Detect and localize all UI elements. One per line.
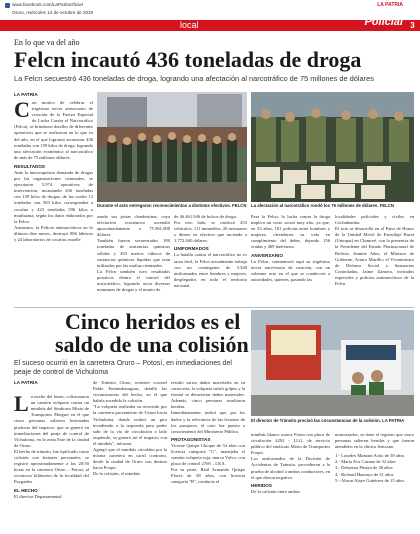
- story1-col4: [251, 214, 330, 306]
- story2-dropcap: L: [14, 391, 29, 417]
- story1-photo-drugs: [251, 92, 414, 202]
- story2-sub-protagonistas: PROTAGONISTAS: [171, 436, 211, 442]
- story2-col4: [251, 432, 330, 534]
- story1-col3-lead: de 46.461.946 de bolsos de droga. Por otro lado, se confiscó 453 vehículos, 111 inmuebles, 20 aeronaves y dinero en efectivo que asciende a 1.772.940 dólares.: [174, 214, 247, 244]
- story2-photo-caption: El director de Tránsito precisó las circunstancias de la colisión. LA PATRIA: [251, 418, 405, 423]
- story1-col3: [174, 214, 247, 306]
- injured-list: [335, 453, 414, 483]
- story1-sub-aniversario: ANIVERSARIO: [251, 252, 283, 258]
- story1-byline: LA PATRIA: [14, 92, 38, 97]
- story2-col3-lead: resultó varios daños materiales en su carrocería, la volqueta sufrió golpes y la frontal se detuvieron daños materiales. Además, cinco personas resultaron heridas. Inmediatamente, indicó que, por los daños y la relevancia de las lesiones de los pasajeros, el caso fue puesto a conocimiento del Ministerio Público.: [171, 380, 245, 434]
- story1-headline: Felcn incautó 436 toneladas de droga: [14, 47, 362, 72]
- brand-top: LA PATRIA: [377, 2, 403, 8]
- story2-col3: [171, 380, 245, 534]
- story1-kicker: En lo que va del año: [14, 38, 80, 47]
- story2-lead-text: a noche del lunes, colisionaron un camión volqueta contra un minibús del Sindicato Mixto de Transportes Ebeguri en el que cinco personas salieron lesionadas producto del impacto; que se generó en inmediaciones del peaje de control de Vichuloma, en la zona Este de la ciudad de Oruro. El hecho de tránsito, fue tipificado como colisión con lesiones personales, se registró aproximadamente a las 20:50 horas en la carretera Oruro – Potosí, al reconocer kilómetro de la localidad del Paygaden: [14, 394, 89, 485]
- story1-sub-uniformados: UNIFORMADOS: [174, 246, 209, 252]
- story2-col4-text: De la colisión entre ambos: [251, 488, 300, 494]
- story1-col1-text: Ante la inescrupulosa demanda de drogas por las organizaciones criminales, se ejecutaron 5.974 operativos de intervención, incautando 436 toneladas con 159 kilos de drogas, de las cuales 12 toneladas con 563 kilos corresponden a cocaína y 423 toneladas 596 kilos a marihuana, según los datos elaborados por la Felcn. Asimismo, la Policía antinarcóticos en lo últimos diez meses, destruyó 806 fábricas y 24 laboratorios de cocaína, muelle: [14, 169, 93, 242]
- story1-col5-text: localidades policiales y civiles en Cochabamba. El acto se desarrolló en el Patio de Honor de la Unidad Móvil de Patrullaje Rural (Umopar) en Chimoré, con la presencia de la Presidente del Estado Plurinacional de Bolivia, Jeanine Añez, el Ministro de Gobierno, Arturo Murillo; el Viceministro de Defensa Social y Sustancias Controladas, Jaime Zamora, invitados especiales y policías antinarcóticos de la Felcn.: [335, 214, 414, 287]
- story2-col3-text: Vicente Quispe Choque de 54 años con licencia categoría "C", manejaba el camión volqueta roja, marca Volvo, con placa de control 2769 – LKA. Por su parte, Raúl Armando Quispe Flores de 38 años, con licencia categoría "B", conducía el: [171, 442, 245, 485]
- story1-col4-lead: Para la Felcn, la lucha contra la droga implica un costo social muy alto, ya que, en 33 años, 181 policías entre hombres y mujeres, ofrendaron su vida en cumplimiento del deber, dejando 156 viudas y 469 huérfanos.: [251, 214, 330, 250]
- story1-deck: La Felcn secuestró 436 toneladas de droga, logrando una afectación al narcotráfico de 75 millones de dólares: [14, 74, 374, 83]
- story1-photo-ceremony: [97, 92, 247, 202]
- story1-photo1-caption: Durante el acto entregaron reconocimientos a distintos efectivos. FELCN: [97, 203, 247, 208]
- story1-lead-text: on motivo de celebrar el trigésimo tercer aniversario de creación de la Fuerza Especial de Lucha Contra el Narcotráfico (Felcn), se brindaron detalles de diferentes operativos que se realizaron en lo que va del año, en el que lograron secuestrar 436 toneladas con 159 kilos de droga, logrando una afectación económica al narcotráfico de más de 75 millones dólares.: [14, 100, 93, 160]
- story1-col3-text: La batalla contra el narcotráfico no es tarea fácil, la Felcn actualmente trabaja con un contingente de 3.340 uniformados entre hombres y mujeres, desplegados en todo el territorio nacional.: [174, 252, 247, 288]
- story1-sub-resultados: RESULTADOS: [14, 163, 45, 169]
- story2-sub-hecho: EL HECHO: [14, 487, 38, 493]
- dateline: Oruro, miércoles 14 de octubre de 2020: [12, 10, 94, 15]
- story2-byline: LA PATRIA: [14, 380, 38, 385]
- list-item: 5.- Alison Alaye Gutiérrez de 15 años: [335, 477, 405, 483]
- story2-headline-1: Cinco heridos es el: [65, 309, 241, 334]
- story1-dropcap: C: [14, 97, 30, 122]
- page-number: 3: [410, 21, 415, 30]
- facebook-icon: [5, 3, 10, 8]
- story2-deck: El suceso ocurrió en la carretera Oruro – Potosí, en inmediaciones del peaje de control de Vichuloma: [14, 360, 232, 376]
- story1-photo2-caption: La afectación al narcotráfico rondó los 75 millones de dólares. FELCN: [251, 203, 395, 208]
- section-label: local: [180, 20, 199, 30]
- story1-col1: [14, 92, 93, 242]
- list-item: 2.- María Eva Cazuaz de 32 años: [335, 459, 396, 465]
- story2-photo-officer: [251, 310, 414, 416]
- story2-lead: [14, 388, 89, 486]
- story2-col5-lead: motorizados, se tiene el registro que cinco personas salieron heridas y que fueron atendidos en la clínica Jenicano.: [335, 432, 414, 450]
- story2-headline-2: saldo de una colisión: [55, 332, 249, 357]
- list-item: 1.- Lourdes Mamani Acho de 39 años: [335, 453, 405, 459]
- page-header: [0, 0, 420, 38]
- list-item: 3.- Debymar Pinaya de 26 años: [335, 465, 393, 471]
- brand-block: [345, 2, 403, 32]
- ceremony-photo-image: [97, 92, 247, 202]
- story1-col4-text: La Felcn, conmemoró aquí su trigésimo tercer aniversario de creación, con un solemne acto en el que se condecoró a autoridades, quienes, pasando las: [251, 258, 330, 282]
- story2-col4-lead: minibús blanco marca Foton con placa de circulación 4292 - LLG, de servicio público del sindicato Mixto de Transportes Poopó. Los uniformados de la División de Accidentes de Tránsito, procedieron a la prueba de alcohol a ambos conductores, en el que dieron negativo.: [251, 432, 330, 480]
- story1-lead: [14, 97, 93, 161]
- social-line-1: www.facebook.com/LaPatriaOficial: [12, 2, 83, 7]
- story1-col2-text: zando sus pistas clandestinas, cuya afectación económica ascendió aproximadamente a 75.961.000 dólares. También fueron secuestrados 180 toneladas de sustancias químicas sólidas y 493 metros cúbicos de sustancias químicas líquidas que eran utilizadas por las mafias criminales. La Felcn también tuvo resultados positivos dentro el control del microtráfico, logrando secar diversas manzanas de drogas y el monto de: [97, 214, 170, 293]
- brand-section: Policial: [364, 16, 403, 28]
- story2-sub-heridos: HERIDOS: [251, 482, 272, 488]
- story2-col5: [335, 432, 414, 534]
- officer-photo-image: [251, 310, 414, 416]
- story2-col1-text: El director Departamental: [14, 493, 62, 499]
- story2-col2-text: de Tránsito Oruro, teniente coronel Pablo Entrambasaguas, detalló las circunstancias del hecho, en el que habría sucedido la colisión. "La volqueta realizaba su recorrido por la carretera proveniente de Uyuni hacia Vichuloma, donde realizó un giro invadiendo a la izquierda para poder salir de la vía de circulación a lado izquierdo, se generó así el impacto con el minibús", informó. Agregó que el minibús circulaba por la misma carretera en carril contrario, desde la ciudad de Oruro con destino hacia Poopó. De la colisión, el minibús: [93, 380, 167, 477]
- story2-col1: [14, 380, 89, 534]
- list-item: 4.- Richard Huarayo de 31 años: [335, 471, 394, 477]
- drugs-photo-image: [251, 92, 414, 202]
- story-divider: [14, 307, 414, 308]
